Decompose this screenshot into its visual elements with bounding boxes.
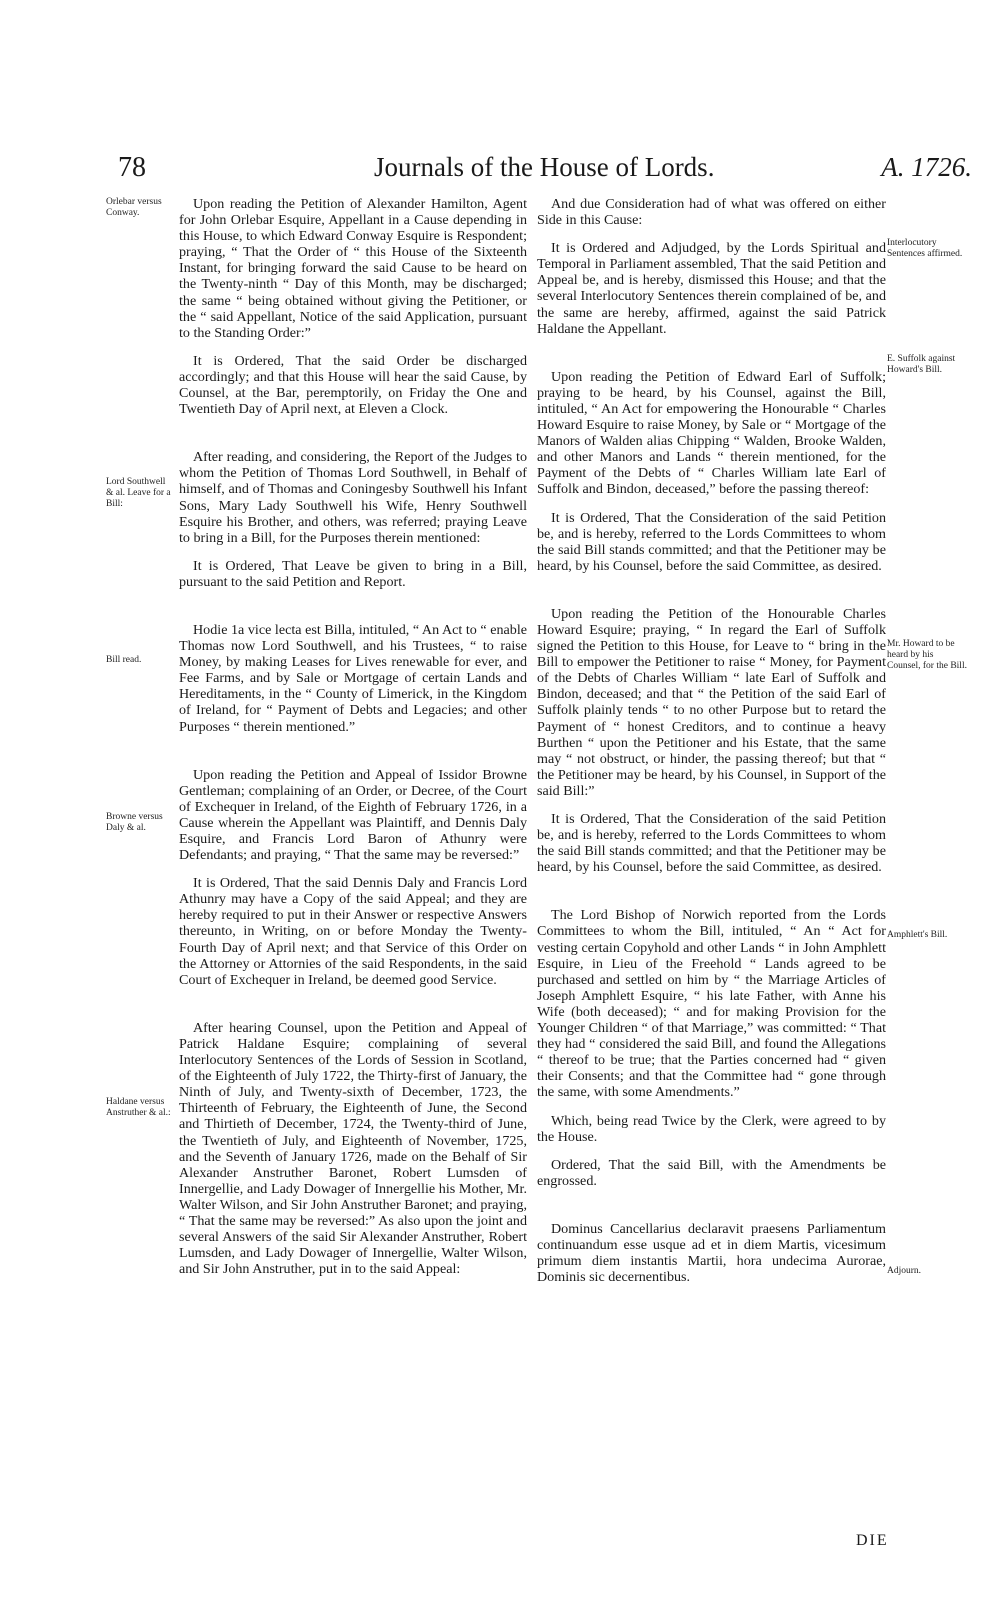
margin-note-amphlett: Amphlett's Bill. bbox=[887, 930, 948, 940]
suffolk-order: It is Ordered, That the Consideration of the said Petition be, and is hereby, referred to the Lords Committees to whom the said Bill stands committed; and that the Petitioner may be heard, by his Counsel, before the said Committee, as desired. bbox=[537, 509, 886, 574]
margin-note-browne: Browne versus Daly & al. bbox=[106, 812, 163, 833]
orlebar-petition: Upon reading the Petition of Alexander Hamilton, Agent for John Orlebar Esquire, Appellant in a Cause depending in this House, to which Edward Conway Esquire is Respondent; praying, “ That the Order of “ this House of the Sixteenth Instant, for bringing forward the said Cause to be heard on the Twenty-ninth “ Day of this Month, may be discharged; the same “ being obtained without giving the Petitioner, or the “ said Appellant, Notice of the said Application, pursuant to the Standing Order:” bbox=[179, 196, 527, 341]
howard-petition: Upon reading the Petition of the Honourable Charles Howard Esquire; praying, “ In regard the Earl of Suffolk signed the Petition to this House, for Leave to “ bring in the Bill to empower the Petitioner to raise “ Money, for Payment of the Debts of Charles William “ late Earl of Suffolk and Bindon, deceased; and that “ the Petition of the said Earl of Suffolk plainly tends “ to no other Purpose but to retard the Payment of “ honest Creditors, and to continue a heavy Burthen “ upon the Petitioner and his Estate, that the same may “ not obstruct, or hinder, the passing thereof; but that “ the Petitioner may be heard, by his Counsel, in Support of the said Bill:” bbox=[537, 605, 886, 799]
haldane-judgment: It is Ordered and Adjudged, by the Lords Spiritual and Temporal in Parliament assembled, That the said Petition and Appeal be, and is hereby, dismissed this House; and that the several Interlocutory Sentences therein complained of be, and the same are hereby, affirmed, against the said Patrick Haldane the Appellant. bbox=[537, 240, 886, 337]
margin-note-howard: Mr. Howard to be heard by his Counsel, for the Bill. bbox=[887, 639, 967, 671]
engrossed-order: Ordered, That the said Bill, with the Amendments be engrossed. bbox=[537, 1156, 886, 1189]
amphlett-report: The Lord Bishop of Norwich reported from the Lords Committees to whom the Bill, intituled, “ An “ Act for vesting certain Copyhold and other Lands “ in John Amphlett Esquire, in Lieu of the Freehold “ Lands agreed to be purchased and settled on him by “ the Marriage Articles of Joseph Amphlett Esquire, “ his late Father, with Anne his Wife (both deceased); “ and for making Provision for the Younger Children “ of that Marriage,” was committed: “ That they had “ considered the said Bill, and found the Allegations “ thereof to be true; that the Parties concerned had “ given their Consents; and that the Committee had “ gone through the same, with some Amendments.” bbox=[537, 907, 886, 1101]
margin-note-orlebar: Orlebar versus Conway. bbox=[106, 197, 162, 218]
browne-order: It is Ordered, That the said Dennis Daly and Francis Lord Athunry may have a Copy of the said Appeal; and they are hereby required to put in their Answer or respective Answers thereunto, in Writing, on or before Monday the Twenty-Fourth Day of April next; and that Service of this Order on the Attorney or Attornies of the said Respondents, in the said Court of Exchequer in Ireland, be deemed good Service. bbox=[179, 875, 527, 988]
page-number: 78 bbox=[118, 152, 146, 183]
southwell-order: It is Ordered, That Leave be given to bring in a Bill, pursuant to the said Petition and Report. bbox=[179, 557, 527, 590]
page-header bbox=[112, 152, 972, 188]
margin-note-bill-read: Bill read. bbox=[106, 655, 142, 665]
catchword: DIE bbox=[856, 1532, 889, 1549]
margin-note-adjourn: Adjourn. bbox=[887, 1266, 922, 1276]
bill-read: Hodie 1a vice lecta est Billa, intituled, “ An Act to “ enable Thomas now Lord Southwell, and his Trustees, “ to raise Money, by making Leases for Lives renewable for ever, and Fee Farms, and by Sale or Mortgage of certain Lands and Hereditaments, in the “ County of Limerick, in the Kingdom of Ireland, for “ Payment of Debts and Legacies; and other Purposes “ therein mentioned.” bbox=[179, 621, 527, 735]
due-consideration: And due Consideration had of what was offered on either Side in this Cause: bbox=[537, 196, 886, 229]
running-year: A. 1726. bbox=[881, 152, 972, 182]
margin-note-interlocutory: Interlocutory Sentences affirmed. bbox=[887, 238, 963, 259]
running-title: Journals of the House of Lords. bbox=[374, 152, 715, 182]
adjournment: Dominus Cancellarius declaravit praesens Parliamentum continuandum esse usque ad et in diem Martis, vicesimum primum diem instantis Martii, hora undecima Aurorae, Dominis sic decernentibus. bbox=[537, 1220, 886, 1286]
margin-note-suffolk: E. Suffolk against Howard's Bill. bbox=[887, 354, 956, 375]
haldane-hearing: After hearing Counsel, upon the Petition and Appeal of Patrick Haldane Esquire; complaining of several Interlocutory Sentences of the Lords of Session in Scotland, of the Eighteenth of July 1722, the Thirty-first of January, the Ninth of July, and Twenty-sixth of December, 1723, the Thirteenth of February, the Eighteenth of June, the Second and Thirtieth of December, 1724, the Twenty-third of June, the Twentieth of July, and Eighteenth of November, 1725, and the Seventh of January 1726, made on the Behalf of Sir Alexander Anstruther Baronet, Robert Lumsden of Innergellie, and Lady Dowager of Innergellie his Mother, Mr. Walter Wilson, and Sir John Anstruther Baronet; and praying, “ That the same may be reversed:” As also upon the joint and several Answers of the said Sir Alexander Anstruther, Robert Lumsden, and Lady Dowager of Innergellie, Walter Wilson, and Sir John Anstruther, put in to the said Appeal: bbox=[179, 1019, 527, 1278]
browne-petition: Upon reading the Petition and Appeal of Issidor Browne Gentleman; complaining of an Order, or Decree, of the Court of Exchequer in Ireland, of the Eighth of February 1726, in a Cause wherein the Appellant was Plaintiff, and Dennis Daly Esquire, and Francis Lord Baron of Athunry were Defendants; and praying, “ That the same may be reversed:” bbox=[179, 766, 527, 864]
left-column bbox=[179, 196, 527, 1289]
right-column bbox=[537, 196, 886, 1297]
howard-order: It is Ordered, That the Consideration of the said Petition be, and is hereby, referred to the Lords Committees to whom the said Bill stands committed; and that the Petitioner may be heard, by his Counsel, before the said Committee, as desired. bbox=[537, 811, 886, 876]
margin-note-southwell: Lord Southwell & al. Leave for a Bill: bbox=[106, 477, 171, 509]
suffolk-petition: Upon reading the Petition of Edward Earl of Suffolk; praying to be heard, by his Counsel, against the Bill, intituled, “ An Act for empowering the Honourable “ Charles Howard Esquire to raise Money, by Sale or “ Mortgage of the Manors of Walden alias Chipping “ Walden, Brooke Walden, and other Manors and Lands “ therein mentioned, for the Payment of the Debts of “ Charles William late Earl of Suffolk and Bindon, deceased,” before the passing thereof: bbox=[537, 368, 886, 498]
orlebar-order: It is Ordered, That the said Order be discharged accordingly; and that this House will hear the said Cause, by Counsel, at the Bar, peremptorily, on Friday the One and Twentieth Day of April next, at Eleven a Clock. bbox=[179, 352, 527, 418]
margin-note-haldane: Haldane versus Anstruther & al.: bbox=[106, 1097, 171, 1118]
southwell-report: After reading, and considering, the Report of the Judges to whom the Petition of Thomas Lord Southwell, in Behalf of himself, and of Thomas and Coningesby Southwell his Infant Sons, Mary Lady Southwell his Wife, Henry Southwell Esquire his Brother, and others, was referred; praying Leave to bring in a Bill, for the Purposes therein mentioned: bbox=[179, 449, 527, 546]
read-twice: Which, being read Twice by the Clerk, were agreed to by the House. bbox=[537, 1112, 886, 1145]
